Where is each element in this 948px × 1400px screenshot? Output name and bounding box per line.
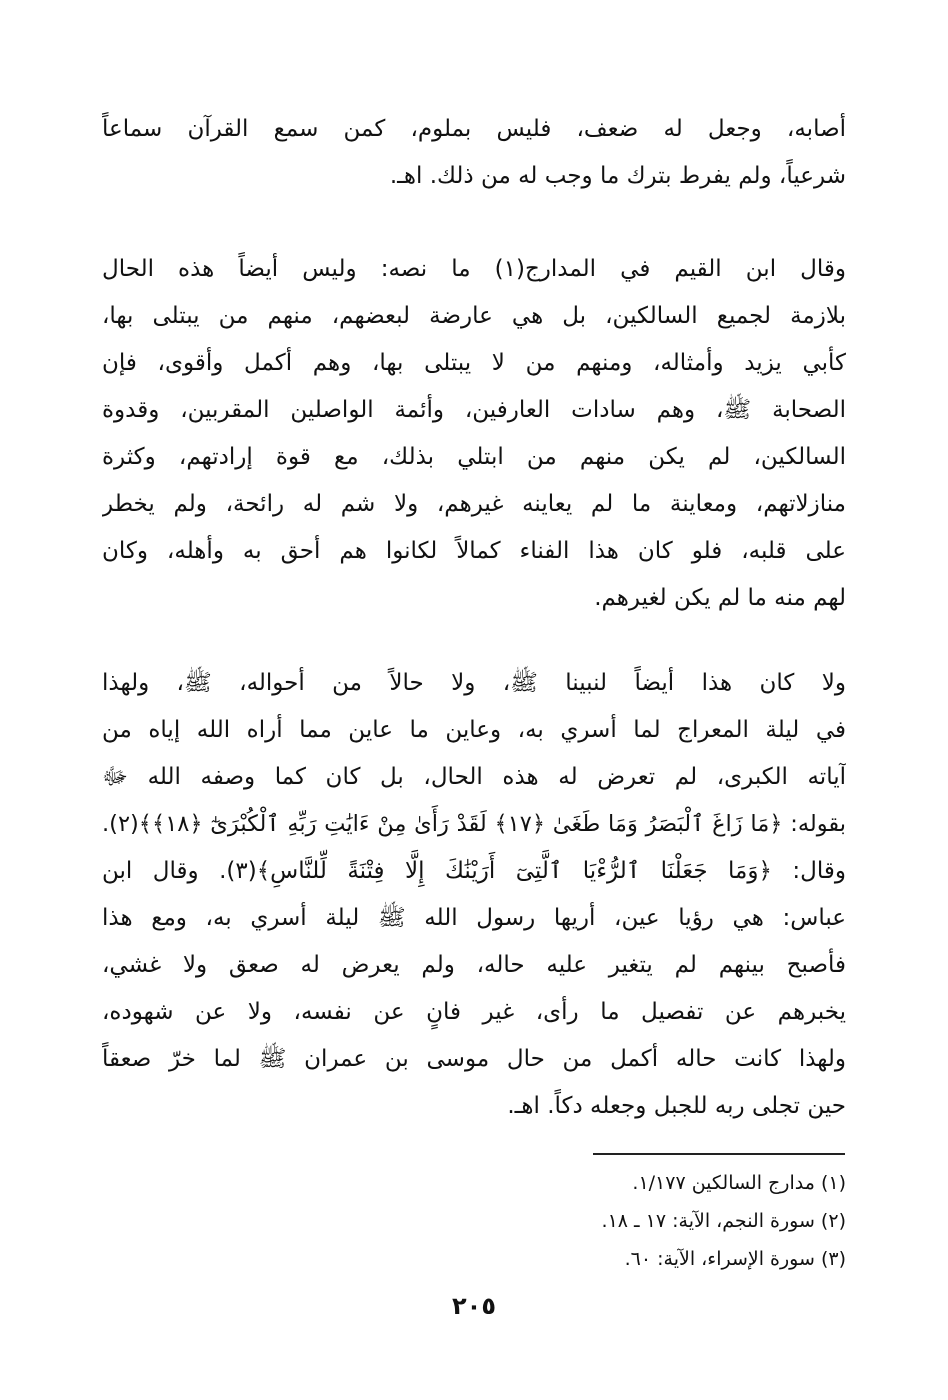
text-line: فأصبح بينهم لم يتغير عليه حاله، ولم يعرض له صعق ولا غشي، [102, 952, 846, 978]
footnote-3: (٣) سورة الإسراء، الآية: ٦٠. [624, 1248, 846, 1270]
text-line: منازلاتهم، ومعاينة ما لم يعاينه غيرهم، ولا شم له رائحة، ولم يخطر [102, 491, 846, 517]
text-line: لهم منه ما لم يكن لغيرهم. [594, 585, 846, 611]
text-line: ولهذا كانت حاله أكمل من حال موسى بن عمران ﷺ لما خرّ صعقاً [102, 1046, 846, 1072]
text-line: شرعياً، ولم يفرط بترك ما وجب له من ذلك. اهـ. [389, 163, 846, 189]
text-line: أصابه، وجعل له ضعف، فليس بملوم، كمن سمع القرآن سماعاً [102, 116, 846, 142]
footnotes [346, 1164, 846, 1278]
footnote-separator [593, 1153, 845, 1155]
quran-verse-line: وقال: ﴿وَمَا جَعَلْنَا ٱلرُّءْيَا ٱلَّتِىٓ أَرَيْنَٰكَ إِلَّا فِتْنَةً لِّلنَّاسِ﴾(٣). وقال ابن [102, 858, 846, 884]
text-line: بلازمة لجميع السالكين، بل هي عارضة لبعضهم، منهم من يبتلى بها، [102, 303, 846, 329]
text-line: آياته الكبرى، لم تعرض له هذه الحال، بل كان كما وصفه الله ﷻ [102, 764, 846, 790]
text-line: عباس: هي رؤيا عين، أريها رسول الله ﷺ ليلة أسري به، ومع هذا [102, 905, 846, 931]
paragraph-3 [102, 660, 846, 1130]
text-line: في ليلة المعراج لما أسري به، وعاين ما عاين مما أراه الله إياه من [102, 717, 846, 743]
text-line: حين تجلى ربه للجبل وجعله دكاً. اهـ. [507, 1093, 846, 1119]
quran-verse-line: بقوله: ﴿مَا زَاغَ ٱلْبَصَرُ وَمَا طَغَىٰ ﴿١٧﴾ لَقَدْ رَأَىٰ مِنْ ءَايَٰتِ رَبِّهِ ٱلْكُبْرَىٰٓ ﴿١٨﴾﴾(٢). [102, 811, 846, 837]
page-number: ٢٠٥ [452, 1292, 496, 1320]
footnote-1: (١) مدارج السالكين ١/١٧٧. [632, 1172, 846, 1194]
text-line: على قلبه، فلو كان هذا الفناء كمالاً لكانوا هم أحق به وأهله، وكان [102, 538, 846, 564]
paragraph-1 [102, 106, 846, 200]
text-line: السالكين، لم يكن منهم من ابتلي بذلك، مع قوة إرادتهم، وكثرة [102, 444, 846, 470]
text-line: الصحابة ﷺ، وهم سادات العارفين، وأئمة الواصلين المقربين، وقدوة [102, 397, 846, 423]
text-line: وقال ابن القيم في المدارج(١) ما نصه: وليس أيضاً هذه الحال [102, 256, 846, 282]
text-line: يخبرهم عن تفصيل ما رأى، غير فانٍ عن نفسه، ولا عن شهوده، [102, 999, 846, 1025]
footnote-2: (٢) سورة النجم، الآية: ١٧ ـ ١٨. [601, 1210, 846, 1232]
text-line: كأبي يزيد وأمثاله، ومنهم من لا يبتلى بها، وهم أكمل وأقوى، فإن [102, 350, 846, 376]
text-line: ولا كان هذا أيضاً لنبينا ﷺ، ولا حالاً من أحواله، ﷺ، ولهذا [102, 670, 846, 696]
paragraph-2 [102, 246, 846, 622]
